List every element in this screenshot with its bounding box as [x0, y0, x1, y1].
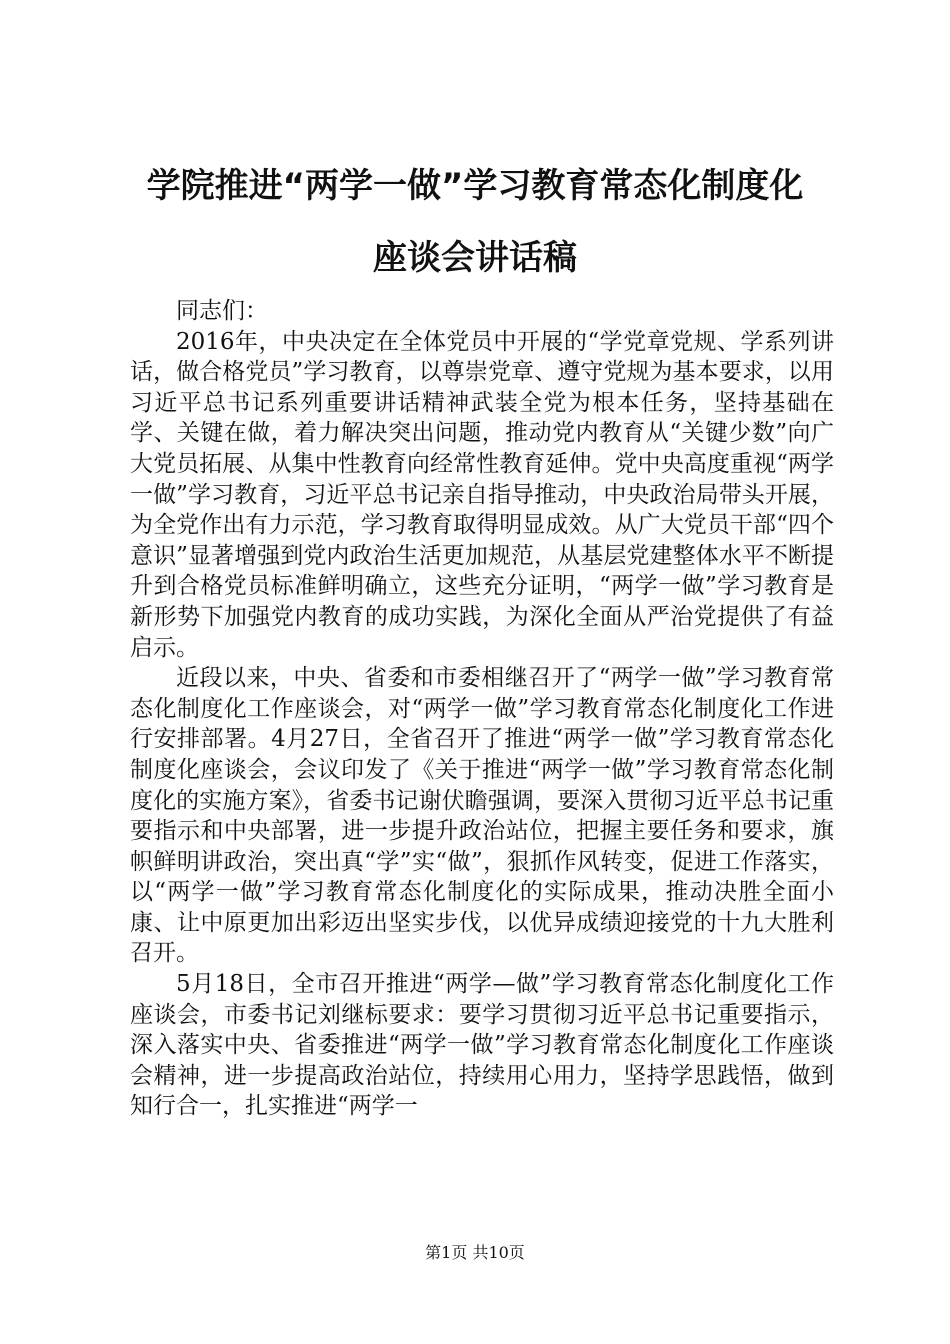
page-footer: 第1页 共10页 [425, 1243, 525, 1262]
title-line-2: 座谈会讲话稿 [373, 238, 577, 278]
title-line-1: 学院推进“两学一做”学习教育常态化制度化 [146, 166, 804, 206]
document-body [130, 296, 834, 1122]
paragraph-1: 2016年，中央决定在全体党员中开展的“学党章党规、学系列讲话，做合格党员”学习教育，以尊崇党章、遵守党规为基本要求，以用习近平总书记系列重要讲话精神武装全党为根本任务，坚持基础在学、关键在做，着力解决突出问题，推动党内教育从“关键少数”向广大党员拓展、从集中性教育向经常性教育延伸。党中央高度重视“两学一做”学习教育，习近平总书记亲自指导推动，中央政治局带头开展，为全党作出有力示范，学习教育取得明显成效。从广大党员干部“四个意识”显著增强到党内政治生活更加规范，从基层党建整体水平不断提升到合格党员标准鲜明确立，这些充分证明，“两学一做”学习教育是新形势下加强党内教育的成功实践，为深化全面从严治党提供了有益启示。 [130, 328, 834, 661]
salutation: 同志们： [176, 298, 268, 324]
paragraph-2: 近段以来，中央、省委和市委相继召开了“两学一做”学习教育常态化制度化工作座谈会，对“两学一做”学习教育常态化制度化工作进行安排部署。4月27日，全省召开了推进“两学一做”学习教育常态化制度化座谈会，会议印发了《关于推进“两学一做”学习教育常态化制度化的实施方案》，省委书记谢伏瞻强调，要深入贯彻习近平总书记重要指示和中央部署，进一步提升政治站位，把握主要任务和要求，旗帜鲜明讲政治，突出真“学”实“做”，狠抓作风转变，促进工作落实，以“两学一做”学习教育常态化制度化的实际成果，推动决胜全面小康、让中原更加出彩迈出坚实步伐，以优异成绩迎接党的十九大胜利召开。 [130, 665, 834, 967]
paragraph-3: 5月18日，全市召开推进“两学—做”学习教育常态化制度化工作座谈会，市委书记刘继标要求：要学习贯彻习近平总书记重要指示，深入落实中央、省委推进“两学一做”学习教育常态化制度化工作座谈会精神，进一步提高政治站位，持续用心用力，坚持学思践悟，做到知行合一，扎实推进“两学一 [130, 971, 834, 1120]
document-title [110, 150, 840, 294]
